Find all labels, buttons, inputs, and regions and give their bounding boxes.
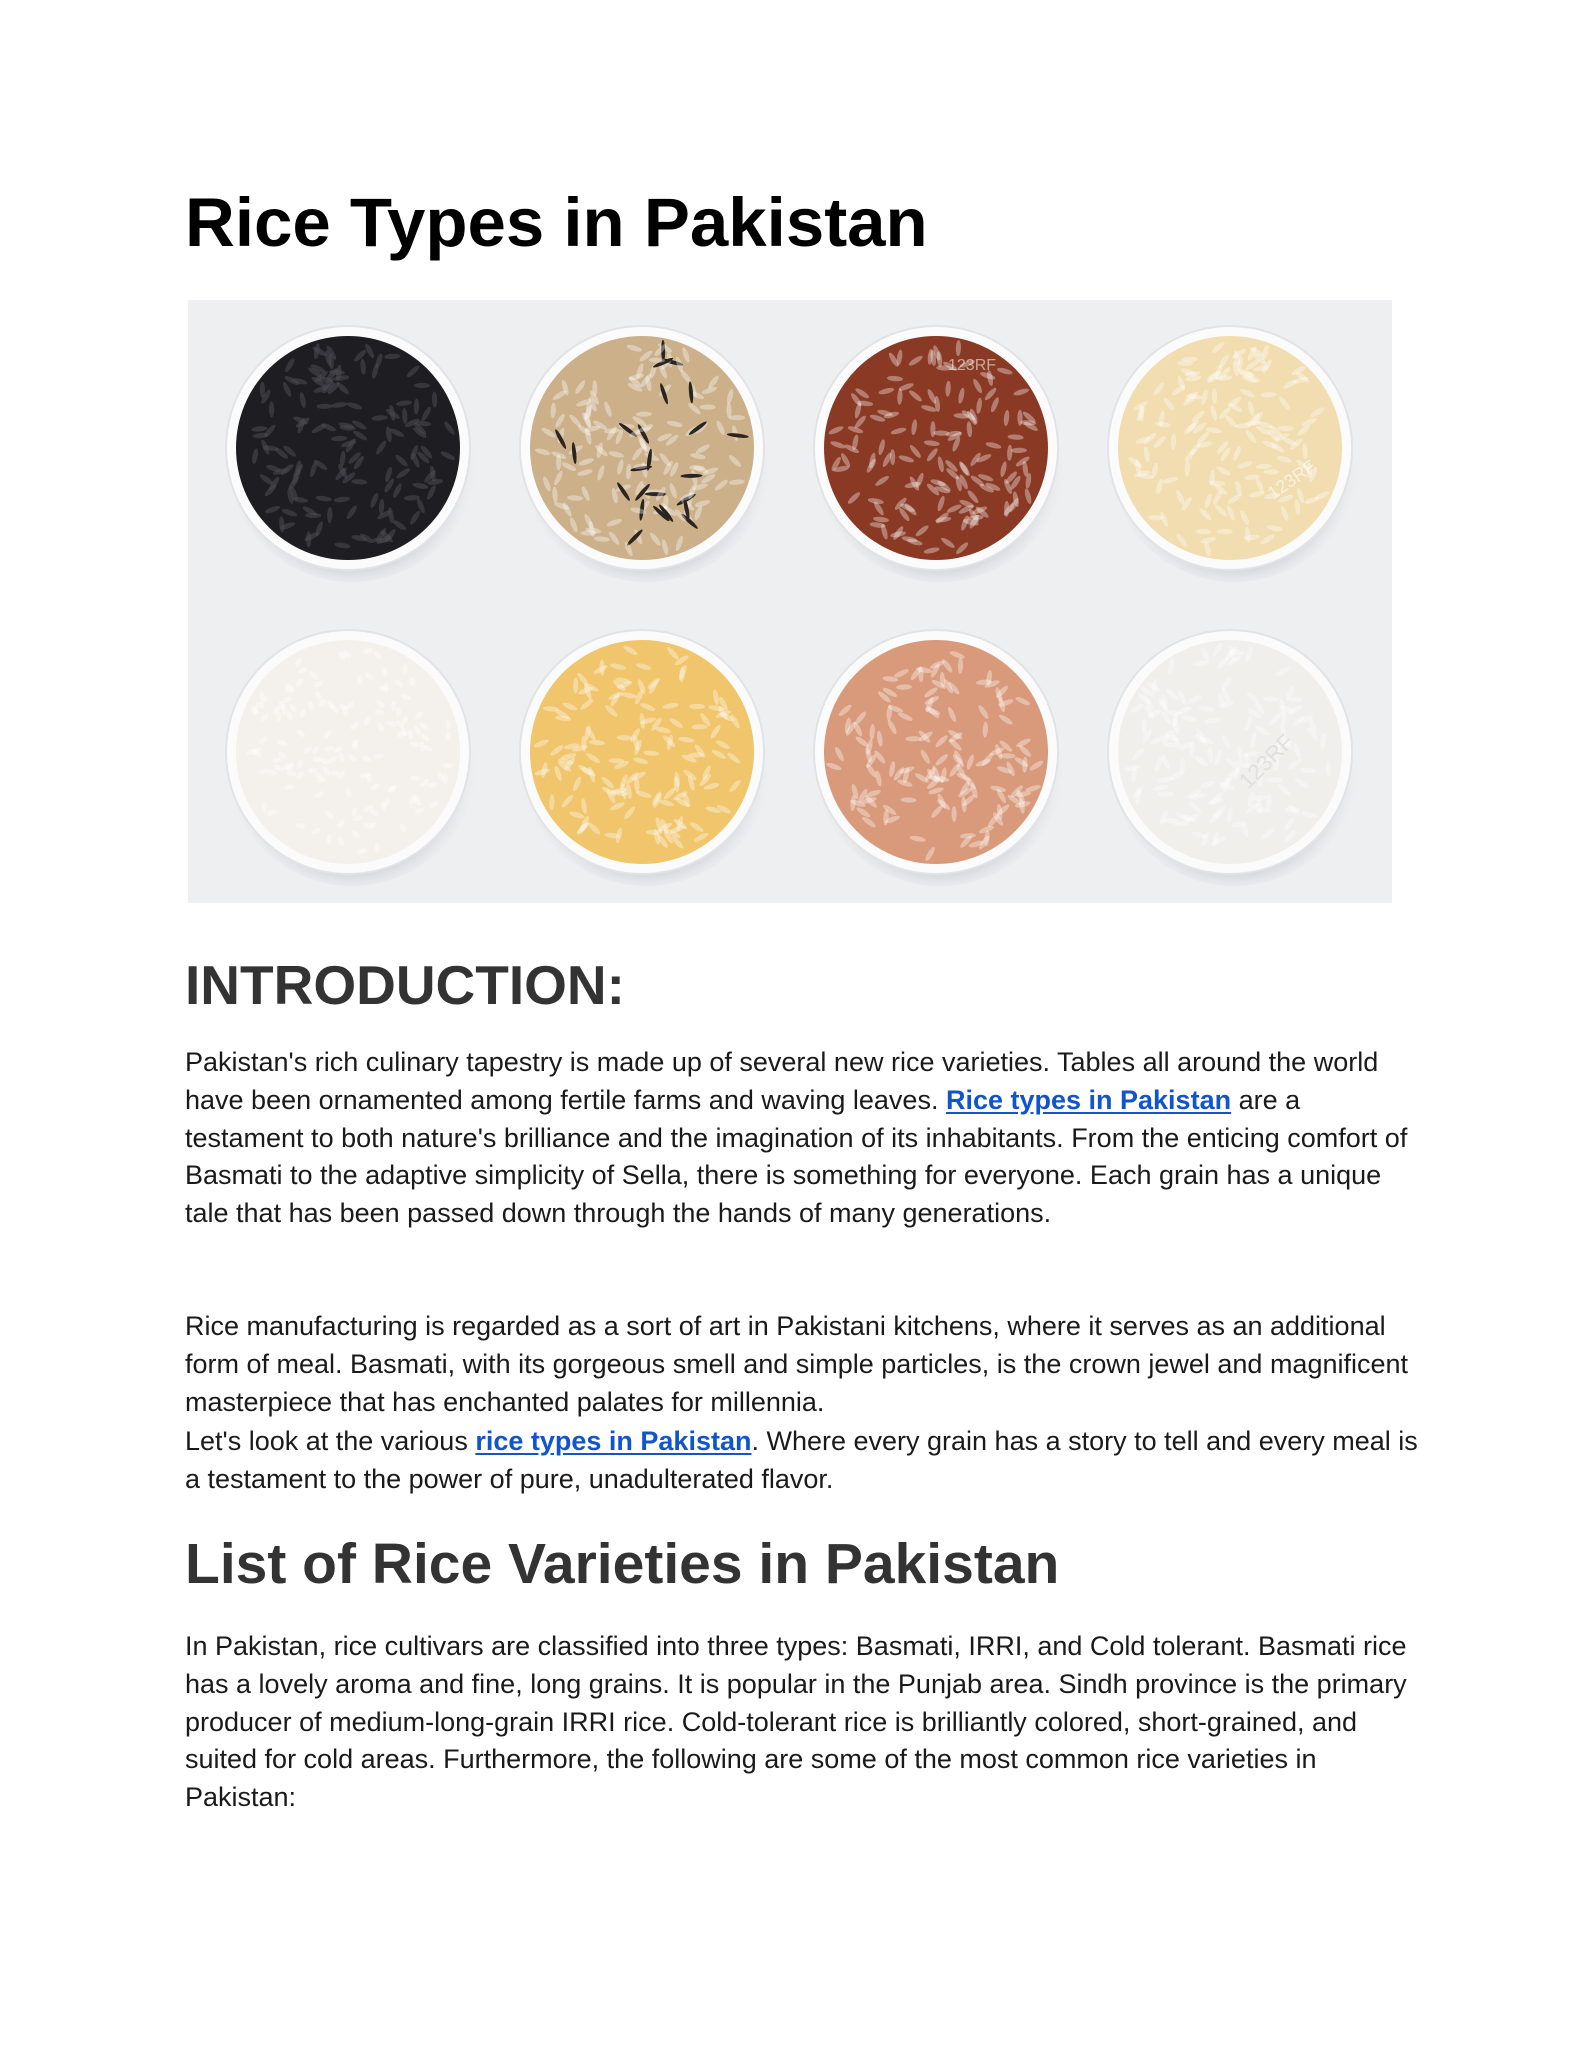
- intro-paragraph-3: [185, 1423, 1425, 1499]
- rice-bowls-photo-icon: [188, 300, 1392, 903]
- rice-types-link-1[interactable]: Rice types in Pakistan: [945, 1084, 1232, 1115]
- rice-bowl: [226, 630, 478, 886]
- rice-bowl: [1108, 326, 1360, 582]
- introduction-heading: INTRODUCTION:: [185, 954, 625, 1016]
- rice-bowl: [814, 630, 1066, 886]
- intro-paragraph-1: [185, 1044, 1425, 1233]
- intro-p1-text-before: Pakistan's rich culinary tapestry is made up of several new rice varieties. Tables all around the world have been ornamented among fertile farms and waving leaves.: [185, 1047, 1379, 1115]
- rice-bowl: [226, 326, 478, 582]
- watermark-text: 123RF: [1263, 455, 1320, 504]
- intro-paragraph-2: Rice manufacturing is regarded as a sort of art in Pakistani kitchens, where it serves as an additional form of meal. Basmati, with its gorgeous smell and simple particles, is the crown jewel and magnificent masterpiece that has enchanted palates for millennia.: [185, 1311, 1409, 1417]
- varieties-paragraph: In Pakistan, rice cultivars are classified into three types: Basmati, IRRI, and Cold tolerant. Basmati rice has a lovely aroma and fine, long grains. It is popular in the Punjab area. Sindh province is the primary producer of medium-long-grain IRRI rice. Cold-tolerant rice is brilliantly colored, short-grained, and suited for cold areas. Furthermore, the following are some of the most common rice varieties in Pakistan:: [185, 1631, 1407, 1813]
- rice-bowl: [814, 326, 1066, 582]
- intro-p3-text-after: . Where every grain has a story to tell and every meal is a testament to the power of pure, unadulterated flavor.: [185, 1426, 1418, 1494]
- rice-bowl: [520, 630, 772, 886]
- rice-bowl: [1108, 630, 1360, 886]
- intro-p3-text-before: Let's look at the various: [185, 1426, 476, 1456]
- varieties-heading: List of Rice Varieties in Pakistan: [185, 1532, 1060, 1596]
- page-title: Rice Types in Pakistan: [185, 184, 928, 261]
- intro-p1-text-after: are a testament to both nature's brilliance and the imagination of its inhabitants. From the enticing comfort of Basmati to the adaptive simplicity of Sella, there is something for everyone. Each grain has a unique tale that has been passed down through the hands of many generations.: [185, 1084, 1408, 1229]
- rice-bowls-image: [188, 300, 1392, 903]
- watermark-text: 123RF: [1233, 729, 1299, 794]
- watermark-text: 123RF: [948, 357, 997, 374]
- rice-bowl: [520, 326, 772, 582]
- rice-types-link-2[interactable]: rice types in Pakistan: [475, 1426, 752, 1456]
